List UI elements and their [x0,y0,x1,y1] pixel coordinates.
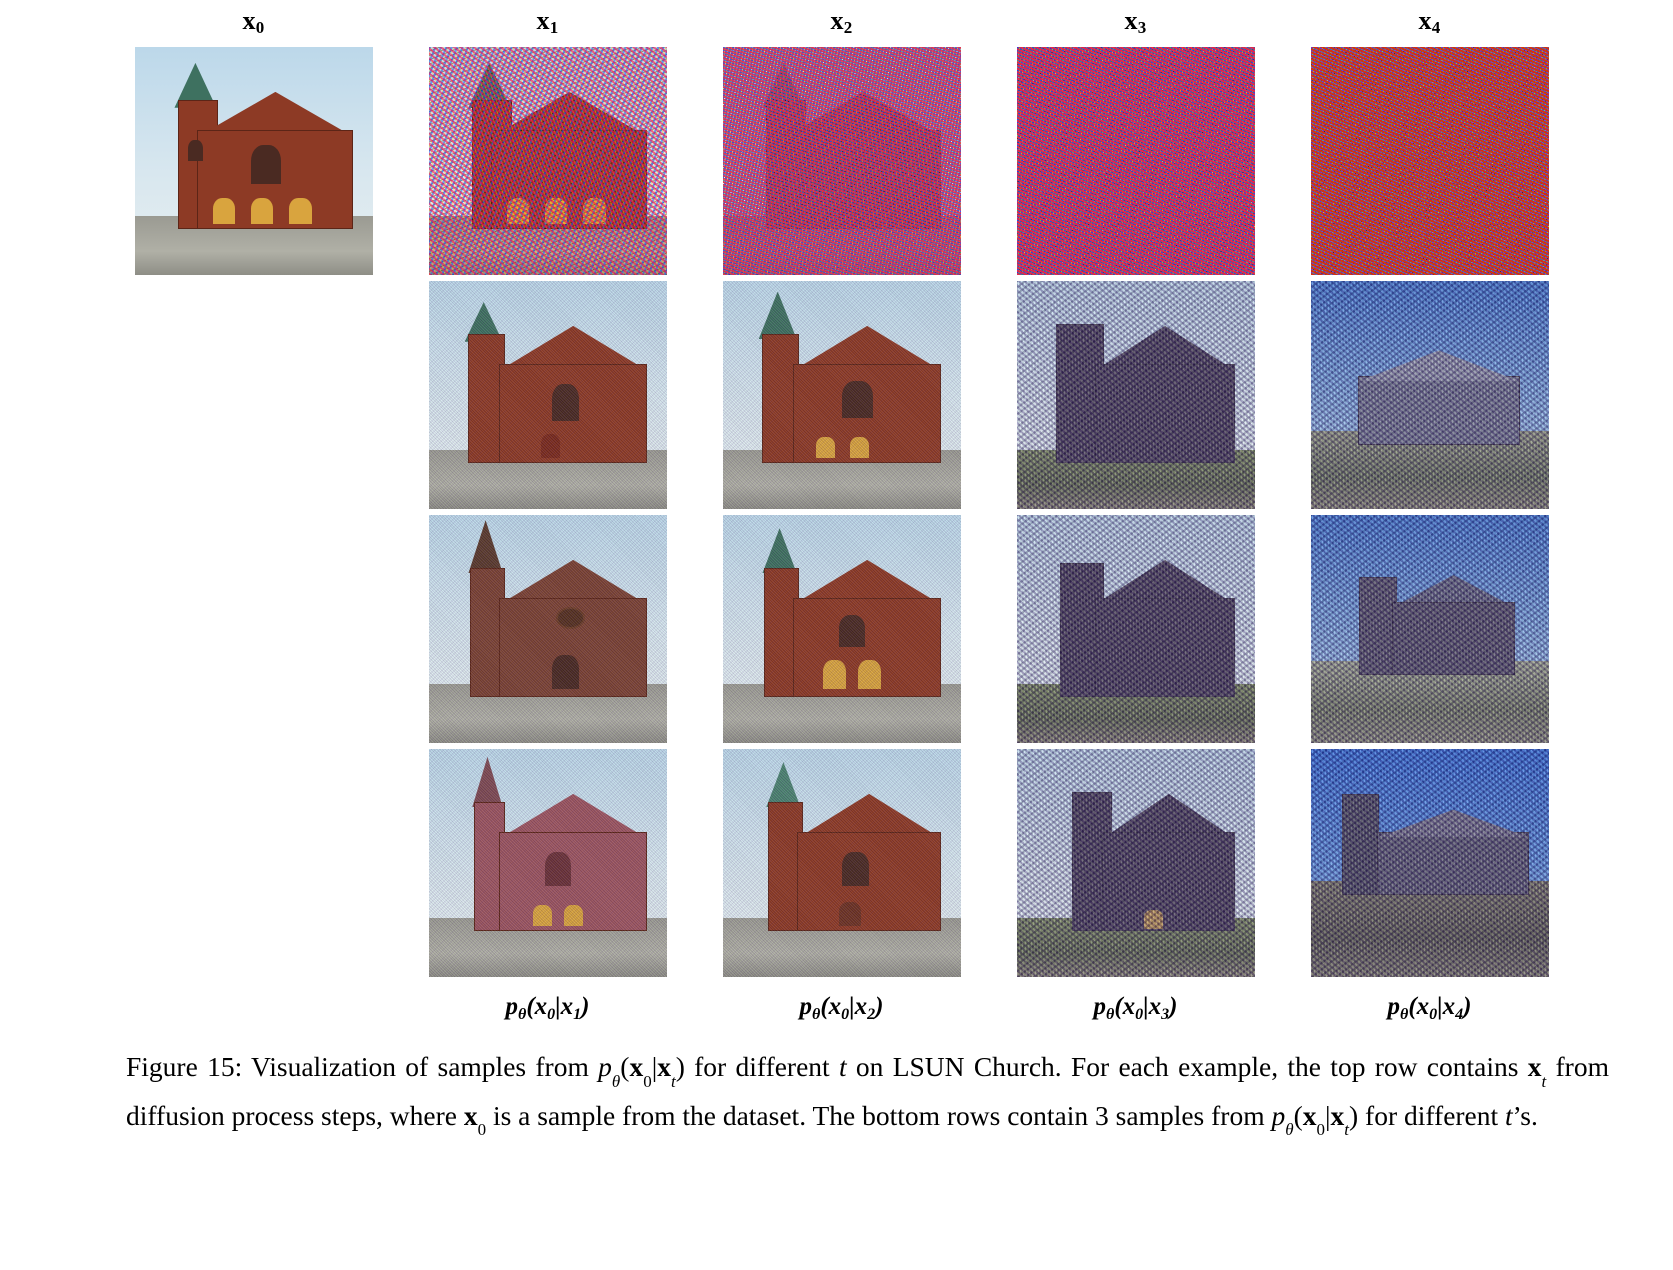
cell-sample-2-x3 [989,515,1283,743]
image-x3-pure-noise [1017,47,1255,275]
column-header-x2 [695,4,989,41]
window [552,655,579,689]
image-sample-3-from-x1 [429,749,667,977]
image-sample-2-from-x2 [723,515,961,743]
cell-empty [107,515,401,743]
cell-sample-2-x4 [1283,515,1577,743]
church [751,565,941,697]
church [1349,579,1516,675]
nave [785,130,941,230]
caption-part3: on LSUN Church. For each example, the top row contains [846,1051,1528,1082]
image-sample-1-from-x1 [429,281,667,509]
window-lit [251,198,274,224]
window-lit [533,905,552,926]
image-sample-2-from-x4 [1311,515,1549,743]
cell-sample-2-x2 [695,515,989,743]
column-header-row [107,0,1577,41]
column-header-x0 [107,4,401,41]
window-lit [850,437,869,458]
cell-sample-3-x3 [989,749,1283,977]
cell-empty [107,749,401,977]
image-sample-3-from-x4 [1311,749,1549,977]
image-x0-clean-church [135,47,373,275]
footer-label-x2: $p_\theta(x_0|x_2)$ [799,993,884,1023]
col-header-base: x [1418,6,1432,35]
window [545,852,572,886]
col-header-sub: 0 [255,18,265,37]
caption-math1: $p_\theta(x_0|x_t)$ [598,1051,685,1091]
image-sample-3-from-x2 [723,749,961,977]
col-header-sub: 2 [843,18,853,37]
cell-sample-1-x1 [401,281,695,509]
nave [1095,598,1236,698]
cell-sample-1-x3 [989,281,1283,509]
window [552,384,579,421]
noise-overlay [1311,47,1549,275]
gable [1377,810,1529,838]
column-header-x1 [401,4,695,41]
caption-math4: $x_0$ [463,1099,487,1139]
image-x2-very-noisy-church [723,47,961,275]
column-header-x3 [989,4,1283,41]
footer-label-x4: $p_\theta(x_0|x_4)$ [1387,993,1472,1023]
church [1045,331,1235,463]
footer-label-empty [107,991,401,1026]
empty-slot [135,281,373,509]
cell-x0 [107,47,401,275]
ground [1311,881,1549,977]
image-x4-pure-noise [1311,47,1549,275]
image-sample-1-from-x2 [723,281,961,509]
window [842,852,869,886]
image-sample-1-from-x4 [1311,281,1549,509]
caption-part1: Visualization of samples from [242,1051,599,1082]
window-lit [823,660,846,689]
cell-x1 [401,47,695,275]
cell-sample-3-x1 [401,749,695,977]
church [1358,354,1520,445]
empty-slot [135,515,373,743]
nave [797,832,942,932]
caption-math3: $x_t$ [1527,1051,1547,1091]
col-header-sub: 1 [549,18,559,37]
caption-part7: ’s. [1512,1099,1538,1131]
gable [1358,350,1520,381]
window-lit [213,198,236,224]
cell-sample-1-x2 [695,281,989,509]
cell-empty [107,281,401,509]
window-lit [1144,910,1163,929]
tower [1342,794,1379,894]
caption-part5: is a sample from the dataset. The bottom rows contain 3 samples from [486,1099,1272,1131]
church [751,331,941,463]
caption-number: Figure 15: [126,1051,243,1082]
church [1045,565,1235,697]
empty-slot [135,749,373,977]
window [251,145,281,185]
diffusion-process-row [107,47,1577,275]
col-header-base: x [536,6,550,35]
caption-math5: $p_\theta(x_0|x_t)$ [1271,1099,1359,1139]
col-header-sub: 3 [1137,18,1147,37]
cell-sample-3-x4 [1283,749,1577,977]
window-lit [816,437,835,458]
footer-label-row [107,991,1577,1026]
cell-x4 [1283,47,1577,275]
nave [1392,602,1515,675]
window [842,381,872,418]
image-x1-noisy-church [429,47,667,275]
window-lit [289,198,312,224]
sample-row-2 [107,515,1577,743]
col-header-base: x [1124,6,1138,35]
nave [1377,832,1529,895]
caption-math2: t [838,1051,847,1082]
sample-row-1 [107,281,1577,509]
image-sample-2-from-x3 [1017,515,1255,743]
col-header-base: x [830,6,844,35]
cell-sample-1-x4 [1283,281,1577,509]
image-sample-2-from-x1 [429,515,667,743]
footer-label-x3: $p_\theta(x_0|x_3)$ [1093,993,1178,1023]
window-lit [564,905,583,926]
cell-sample-2-x1 [401,515,695,743]
church [457,97,647,229]
figure-caption [64,1048,1609,1145]
cell-x3 [989,47,1283,275]
church [751,799,941,931]
nave [1102,832,1235,932]
window [839,615,866,647]
column-header-x4 [1283,4,1577,41]
church [457,331,647,463]
church [163,97,353,229]
door [541,434,560,458]
window-lit [507,198,530,224]
caption-math6: t [1505,1099,1513,1131]
rose-window [556,607,585,628]
nave [1358,376,1520,445]
caption-part2: for different [684,1051,839,1082]
church [1334,813,1529,895]
church [1045,799,1235,931]
col-header-base: x [242,6,256,35]
noise-overlay [1017,47,1255,275]
col-header-sub: 4 [1431,18,1441,37]
church [457,799,647,931]
tower-window [188,140,203,161]
window-lit [545,198,568,224]
image-grid [97,0,1577,1026]
image-sample-1-from-x3 [1017,281,1255,509]
window-lit [858,660,881,689]
cell-x2 [695,47,989,275]
church [751,97,941,229]
church [457,565,647,697]
sample-row-3 [107,749,1577,977]
window-lit [583,198,606,224]
footer-label-x1: $p_\theta(x_0|x_1)$ [505,993,590,1023]
caption-part4: from diffusion process steps, where [126,1051,1609,1131]
image-sample-3-from-x3 [1017,749,1255,977]
cell-sample-3-x2 [695,749,989,977]
nave [1095,364,1236,464]
door [839,902,862,926]
caption-part6: for different [1358,1099,1506,1131]
